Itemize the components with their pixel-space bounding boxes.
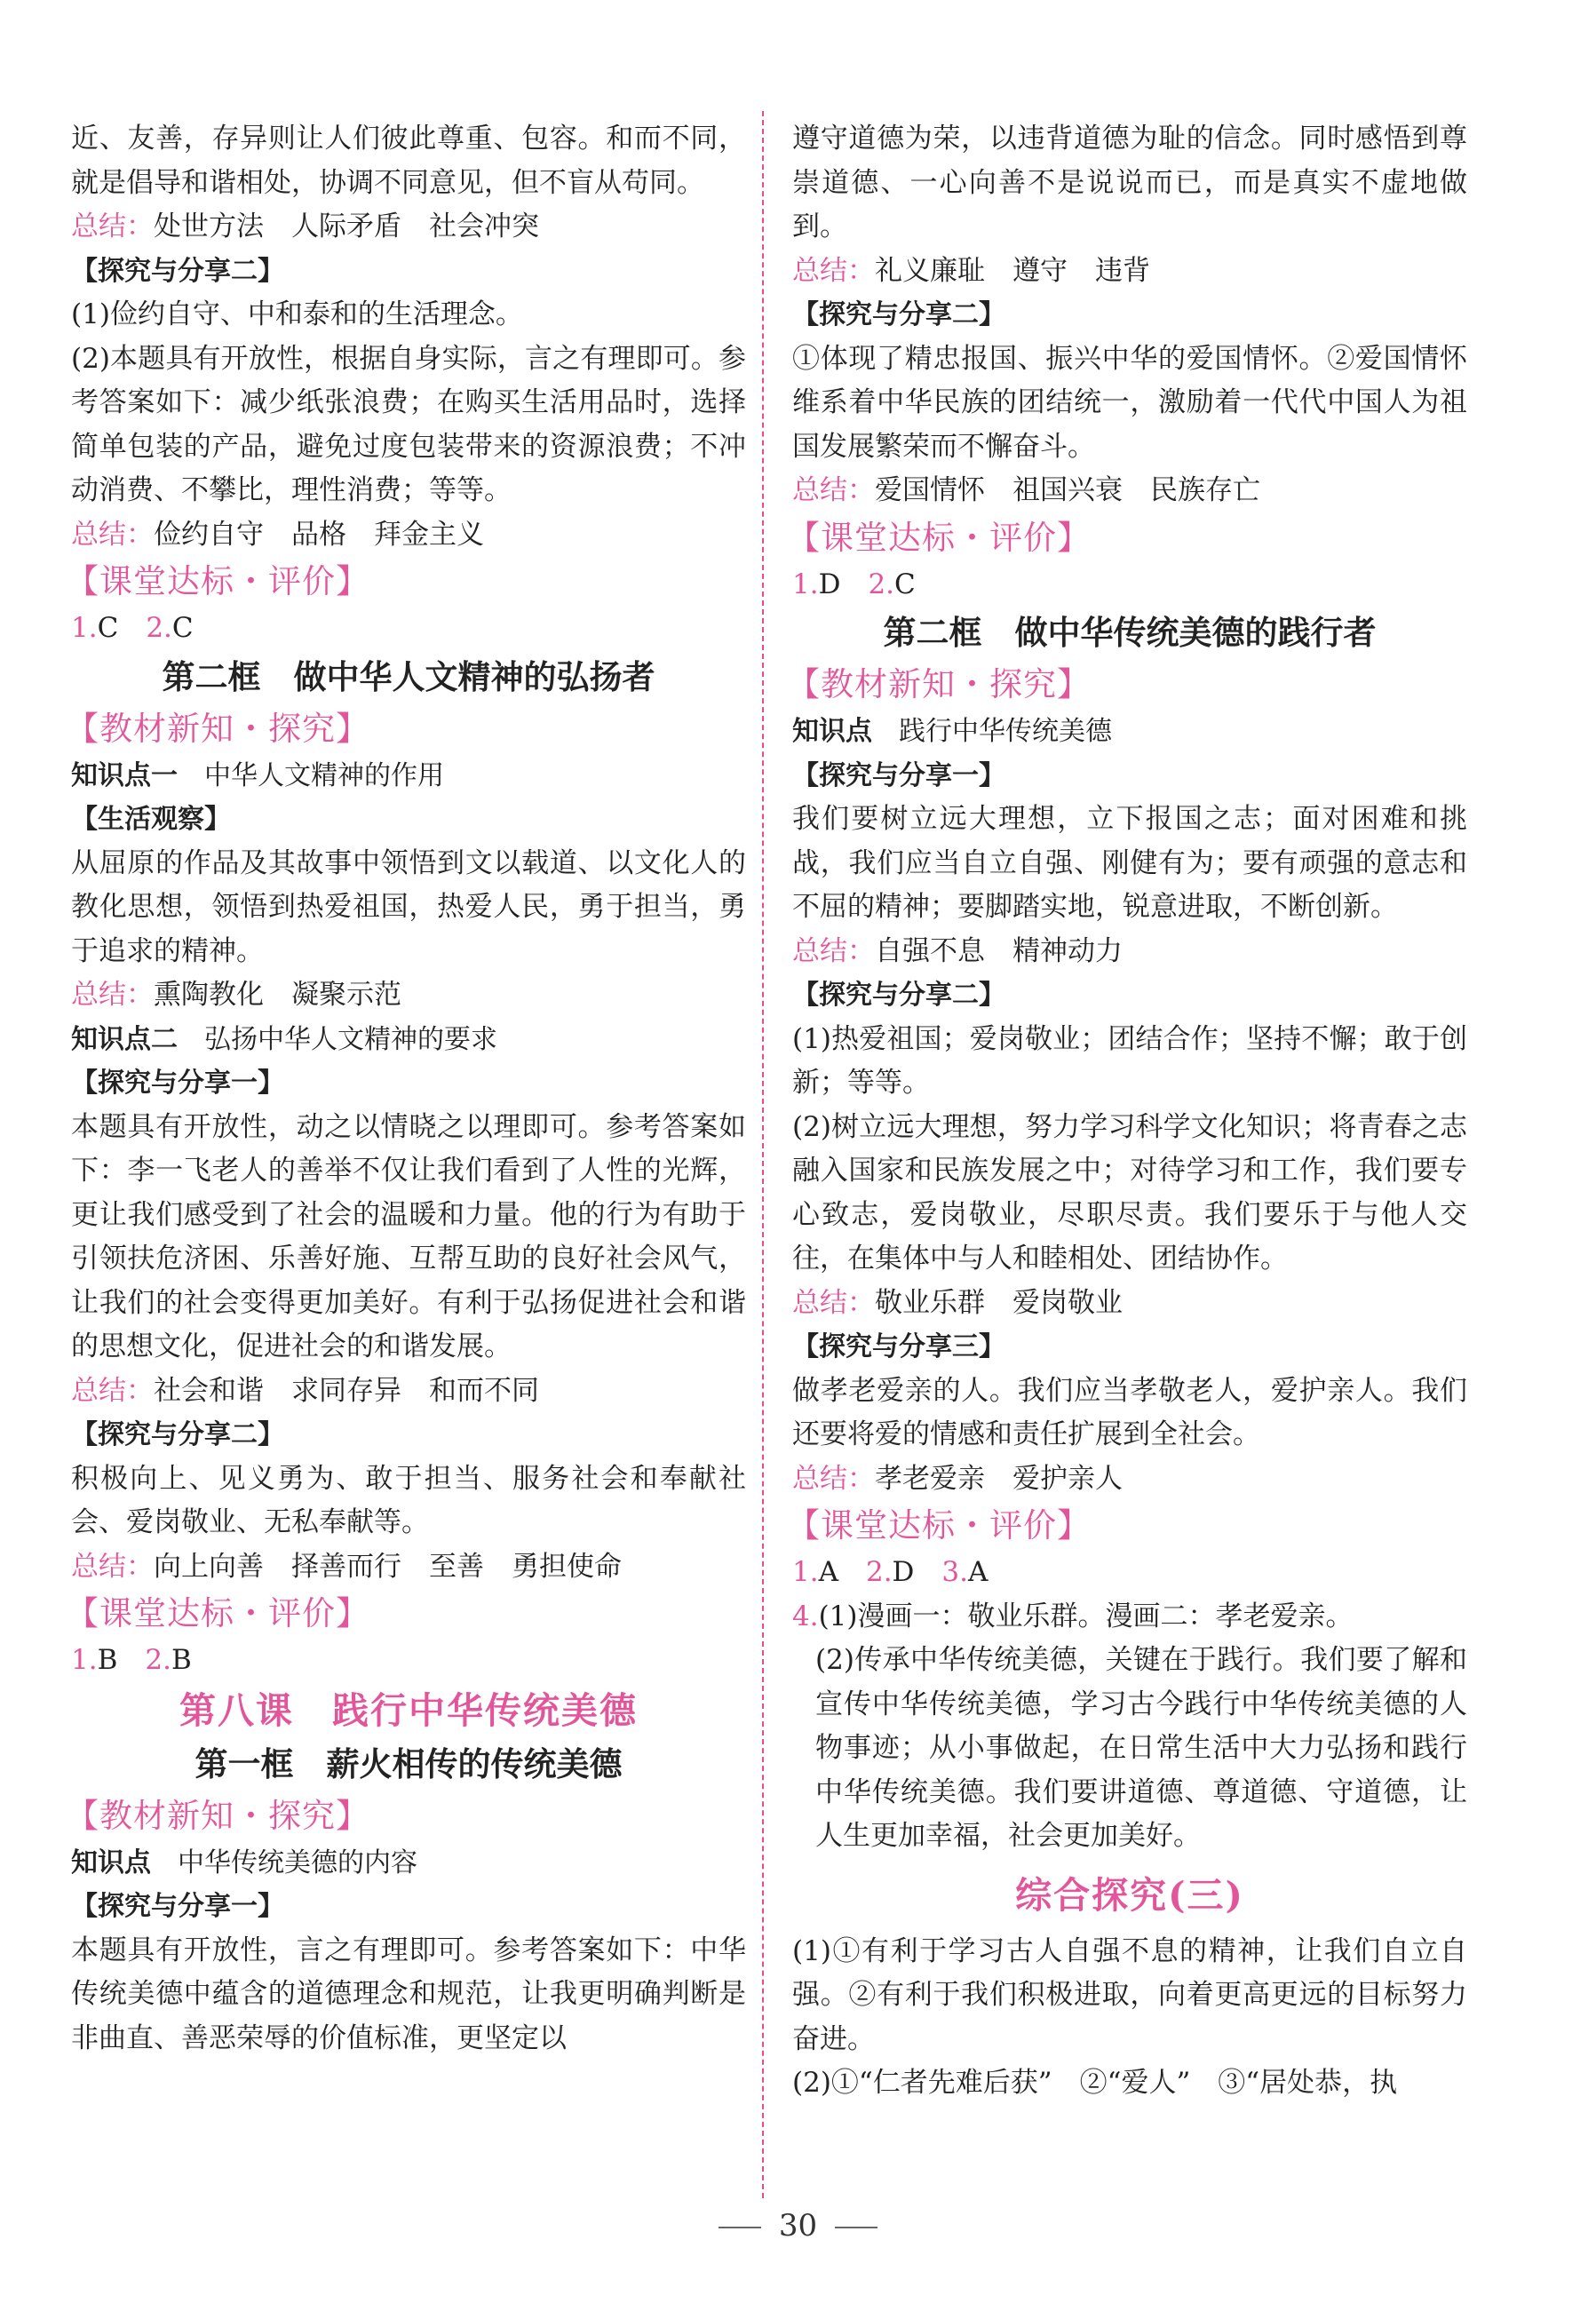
answer-value: D [818,568,841,600]
knowledge-point-text: 践行中华传统美德 [899,716,1112,747]
knowledge-point-text: 弘扬中华人文精神的要求 [204,1023,497,1055]
answer-value: B [97,1644,118,1676]
knowledge-point [792,710,1467,754]
summary-line [71,1370,746,1414]
section-banner: 【课堂达标・评价】 [66,562,369,600]
page-number-dash [719,2227,761,2228]
summary-label: 总结： [792,1462,875,1495]
answer-number: 1. [71,1644,98,1676]
paragraph: (1)热爱祖国；爱岗敬业；团结合作；坚持不懈；敢于创新；等等。 [792,1022,1467,1099]
answer-number: 1. [792,1556,819,1588]
answer-value: A [818,1556,838,1588]
summary-line [71,1545,746,1590]
knowledge-point [71,1841,746,1886]
paragraph: (2)传承中华传统美德，关键在于践行。我们要了解和宣传中华传统美德，学习古今践行中华传统美德的人物事迹；从小事做起，在日常生活中大力弘扬和践行中华传统美德。我们要讲道德、尊道德、守道德，让人生更加幸福，社会更加美好。 [815,1644,1467,1852]
frame-title: 第二框 做中华人文精神的弘扬者 [162,657,655,696]
lesson-title: 第八课 践行中华传统美德 [179,1688,638,1732]
paragraph: 我们要树立远大理想，立下报国之志；面对困难和挑战，我们应当自立自强、刚健有为；要有顽强的意志和不屈的精神；要脚踏实地，锐意进取，不断创新。 [792,803,1467,923]
summary-label: 总结： [71,1374,154,1407]
paragraph: 近、友善，存异则让人们彼此尊重、包容。和而不同，就是倡导和谐相处，协调不同意见，但不盲从苟同。 [71,123,746,199]
section-banner: 【课堂达标・评价】 [66,1594,369,1632]
summary-line [71,513,746,558]
answer-line [71,607,746,651]
summary-text: 处世方法 人际矛盾 社会冲突 [154,210,539,242]
paragraph: 本题具有开放性，动之以情晓之以理即可。参考答案如下：李一飞老人的善举不仅让我们看到了人性的光辉，更让我们感受到了社会的温暖和力量。他的行为有助于引领扶危济困、乐善好施、互帮互助的良好社会风气，让我们的社会变得更加美好。有利于弘扬促进社会和谐的思想文化，促进社会的和谐发展。 [71,1110,746,1362]
summary-line [792,250,1467,294]
answer-line [792,563,1467,608]
subsection-heading: 【生活观察】 [71,804,231,835]
column-divider [762,111,764,2198]
summary-text: 礼义廉耻 遵守 违背 [875,254,1150,287]
summary-text: 敬业乐群 爱岗敬业 [875,1286,1123,1319]
summary-line [792,1282,1467,1326]
left-column [66,117,746,2061]
summary-text: 俭约自守 品格 拜金主义 [154,518,484,551]
right-column [787,117,1467,2106]
knowledge-point-label: 知识点一 [71,759,178,791]
section-banner: 【教材新知・探究】 [66,709,369,748]
page-number-dash [835,2227,877,2228]
page-number-text: 30 [778,2208,818,2243]
answer-number: 2. [868,568,895,600]
answer-line [71,1639,746,1683]
lesson-title: 综合探究(三) [1015,1873,1244,1917]
answer-text: (1)漫画一：敬业乐群。漫画二：孝老爱亲。 [818,1600,1354,1632]
subsection-heading: 【探究与分享二】 [792,299,1005,330]
knowledge-point-label: 知识点 [792,716,872,747]
subsection-heading: 【探究与分享二】 [71,255,284,287]
subsection-heading: 【探究与分享一】 [71,1891,284,1922]
answer-value: C [171,612,194,644]
answer-number: 1. [792,568,819,600]
paragraph: (1)①有利于学习古人自强不息的精神，让我们自立自强。②有利于我们积极进取，向着更高更远的目标努力奋进。 [792,1934,1467,2055]
summary-label: 总结： [792,474,875,506]
summary-text: 向上向善 择善而行 至善 勇担使命 [154,1550,622,1583]
answer-value: D [892,1556,915,1588]
summary-line [792,1457,1467,1502]
summary-label: 总结： [71,1550,154,1583]
summary-label: 总结： [71,979,154,1011]
paragraph: (2)树立远大理想，努力学习科学文化知识；将青春之志融入国家和民族发展之中；对待学习和工作，我们要专心致志，爱岗敬业，尽职尽责。我们要乐于与他人交往，在集体中与人和睦相处、团结协作。 [792,1110,1467,1275]
knowledge-point-text: 中华传统美德的内容 [178,1846,417,1878]
subsection-heading: 【探究与分享一】 [792,759,1005,791]
answer-number: 1. [71,612,98,644]
answer-number: 3. [941,1556,968,1588]
summary-label: 总结： [792,254,875,287]
paragraph: (2)①“仁者先难后获” ②“爱人” ③“居处恭，执 [792,2067,1398,2099]
answer-value: A [967,1556,989,1588]
paragraph: ①体现了精忠报国、振兴中华的爱国情怀。②爱国情怀维系着中华民族的团结统一，激励着一代代中国人为祖国发展繁荣而不懈奋斗。 [792,342,1467,463]
answer-value: B [171,1644,192,1676]
paragraph: 本题具有开放性，言之有理即可。参考答案如下：中华传统美德中蕴含的道德理念和规范，让我更明确判断是非曲直、善恶荣辱的价值标准，更坚定以 [71,1934,746,2054]
paragraph: 遵守道德为荣，以违背道德为耻的信念。同时感悟到尊崇道德、一心向善不是说说而已，而是真实不虚地做到。 [792,123,1467,242]
summary-text: 社会和谐 求同存异 和而不同 [154,1374,539,1407]
section-banner: 【教材新知・探究】 [66,1796,369,1835]
summary-text: 熏陶教化 凝聚示范 [154,979,401,1011]
paragraph: (2)本题具有开放性，根据自身实际，言之有理即可。参考答案如下：减少纸张浪费；在购买生活用品时，选择简单包装的产品，避免过度包装带来的资源浪费；不冲动消费、不攀比，理性消费；等等。 [71,342,746,506]
summary-line [792,469,1467,513]
summary-text: 孝老爱亲 爱护亲人 [875,1462,1123,1495]
paragraph: (1)俭约自守、中和泰和的生活理念。 [71,298,523,330]
summary-line [71,205,746,250]
summary-line [792,930,1467,974]
knowledge-point [71,1018,746,1062]
answer-line [792,1595,1467,1640]
frame-title: 第二框 做中华传统美德的践行者 [883,614,1377,652]
paragraph: 积极向上、见义勇为、敢于担当、服务社会和奉献社会、爱岗敬业、无私奉献等。 [71,1462,746,1538]
answer-number: 4. [792,1600,819,1632]
summary-text: 爱国情怀 祖国兴衰 民族存亡 [875,474,1260,506]
summary-line [71,973,746,1018]
section-banner: 【教材新知・探究】 [787,665,1091,703]
paragraph: 做孝老爱亲的人。我们应当孝敬老人，爱护亲人。我们还要将爱的情感和责任扩展到全社会。 [792,1374,1467,1450]
frame-title: 第一框 薪火相传的传统美德 [195,1744,623,1783]
summary-label: 总结： [792,1286,875,1319]
answer-line [792,1551,1467,1595]
answer-number: 2. [145,1644,171,1676]
section-banner: 【课堂达标・评价】 [787,518,1091,557]
subsection-heading: 【探究与分享二】 [71,1419,284,1450]
answer-number: 2. [865,1556,893,1588]
knowledge-point [71,754,746,798]
summary-label: 总结： [71,518,154,551]
knowledge-point-label: 知识点 [71,1846,151,1878]
paragraph: 从屈原的作品及其故事中领悟到文以载道、以文化人的教化思想，领悟到热爱祖国，热爱人民，勇于担当，勇于追求的精神。 [71,846,746,967]
page-number [0,2208,1596,2243]
answer-number: 2. [146,612,172,644]
summary-text: 自强不息 精神动力 [875,934,1123,967]
subsection-heading: 【探究与分享一】 [71,1068,284,1099]
summary-label: 总结： [792,934,875,967]
subsection-heading: 【探究与分享二】 [792,980,1005,1011]
summary-label: 总结： [71,210,154,242]
subsection-heading: 【探究与分享三】 [792,1331,1005,1362]
answer-value: C [97,612,119,644]
knowledge-point-text: 中华人文精神的作用 [204,759,444,791]
section-banner: 【课堂达标・评价】 [787,1506,1091,1545]
knowledge-point-label: 知识点二 [71,1023,178,1055]
answer-value: C [894,568,916,600]
